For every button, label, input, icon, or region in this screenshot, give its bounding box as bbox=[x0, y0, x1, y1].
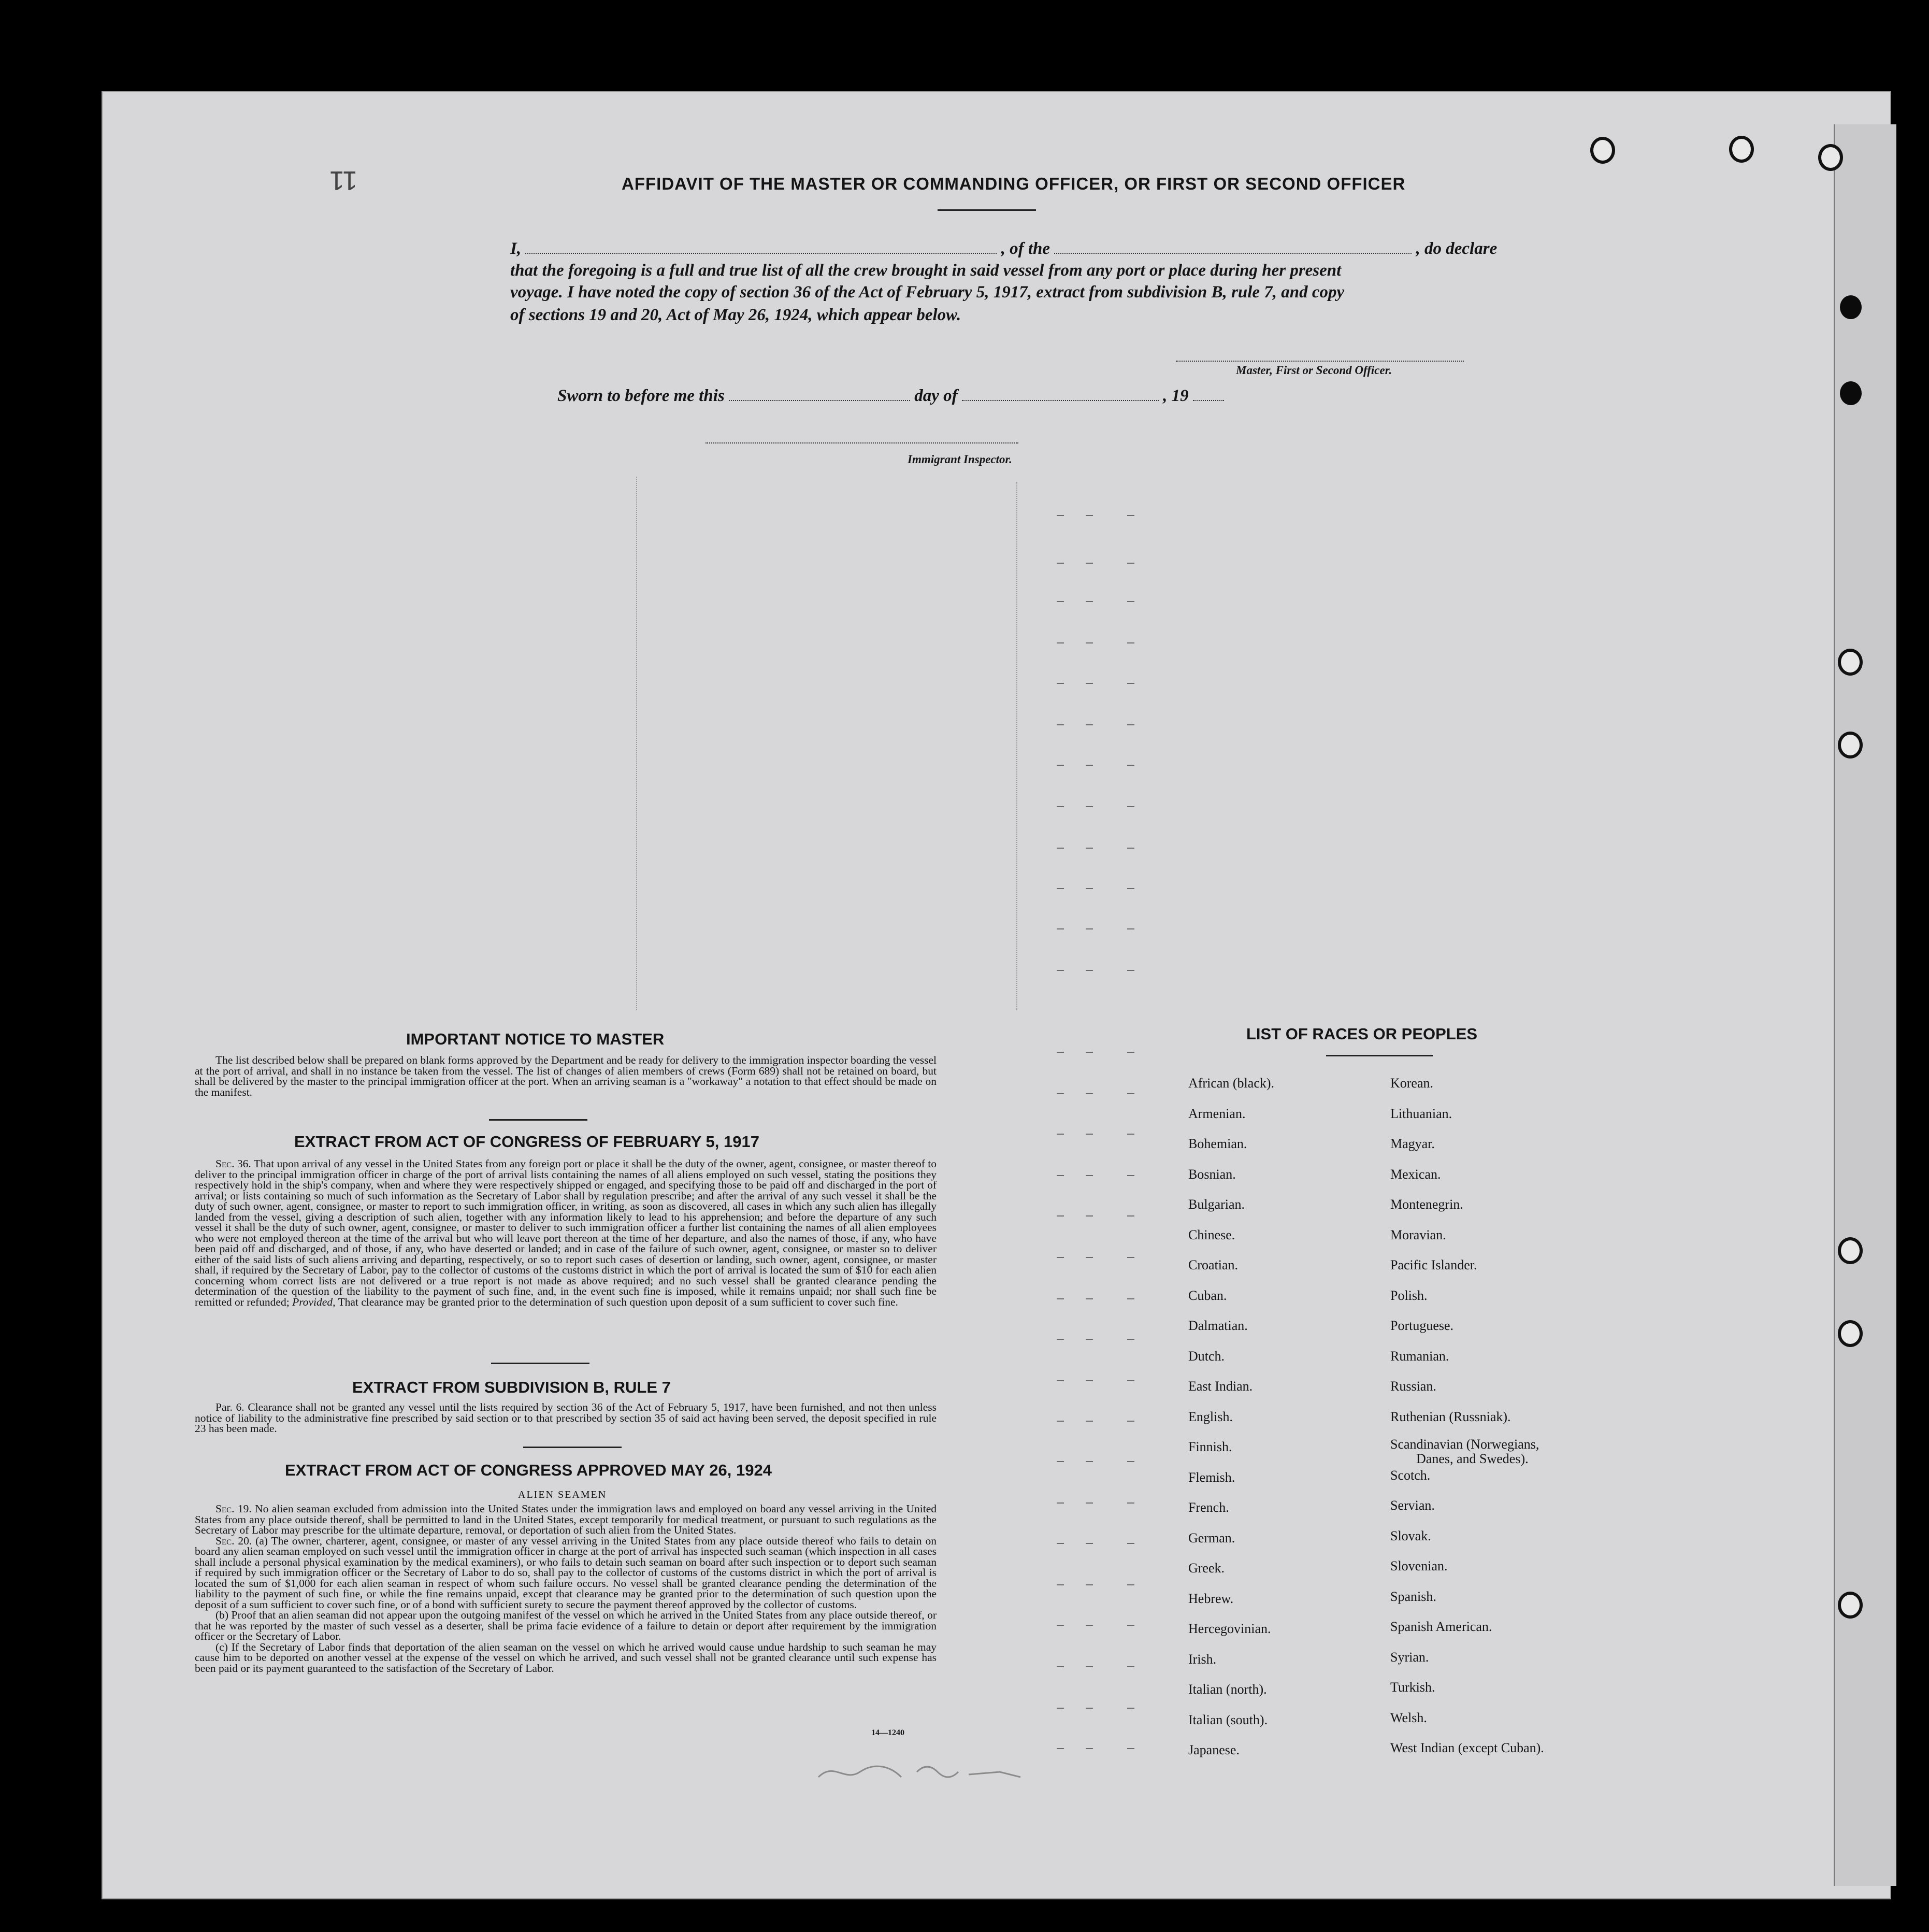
dash-mark bbox=[1127, 1093, 1134, 1094]
sec-20a-text: (a) The owner, charterer, agent, consignee, or master of any vessel arriving in the United States from any place outside thereof who fails to detain on board any alien seaman employed on such vessel until the immigration officer in charge at the port of arrival has inspected such seaman (which inspection in all cases shall include a personal physical examination by the medical examiners), or who fails to detain such seaman on board after such inspection or to deport such seaman if required by such immigration officer or the Secretary of Labor to do so, shall pay to the collector of customs of the customs district in which the port of arrival is located the sum of $1,000 for each alien seaman in respect of whom such failure occurs. No vessel shall be granted clearance pending the determination of the liability to the payment of such fine, or while the fine remains unpaid, except that clearance may be granted prior to the determination of such question upon the deposit of a sum sufficient to cover such fine, or of a bond with sufficient surety to secure the payment thereof approved by the collector of customs. bbox=[195, 1534, 937, 1611]
dash-mark bbox=[1057, 1461, 1064, 1462]
affidavit-of-the: , of the bbox=[1001, 239, 1050, 258]
form-number: 14—1240 bbox=[871, 1728, 904, 1737]
races-column-2 bbox=[1390, 1076, 1544, 1771]
dash-mark bbox=[1057, 1257, 1064, 1258]
dash-mark bbox=[1057, 1380, 1064, 1381]
section-rule bbox=[489, 1119, 587, 1121]
race-item: Croatian. bbox=[1188, 1257, 1239, 1272]
sec-20c-para: (c) If the Secretary of Labor finds that deportation of the alien seaman on the vessel on which he arrived would cause undue hardship to such seaman he may cause him to be deported on another vessel at the expense of the vessel on which he arrived, and such vessel shall not be granted clearance until such expense has been paid or its payment guaranteed to the satisfaction of the Secretary of Labor. bbox=[195, 1640, 937, 1675]
dash-mark bbox=[1127, 888, 1134, 889]
sec-19-para bbox=[195, 1504, 937, 1536]
punch-hole bbox=[1838, 649, 1863, 676]
affidavit-i: I, bbox=[510, 239, 522, 258]
dash-mark bbox=[1086, 806, 1093, 807]
dash-mark bbox=[1127, 1134, 1134, 1135]
dash-mark bbox=[1086, 1093, 1093, 1094]
dash-mark bbox=[1086, 1380, 1093, 1381]
dash-mark bbox=[1127, 563, 1134, 564]
race-item: German. bbox=[1188, 1530, 1235, 1545]
dash-mark bbox=[1127, 515, 1134, 516]
race-item: Slovak. bbox=[1390, 1528, 1431, 1543]
dash-mark bbox=[1057, 1625, 1064, 1626]
extract-rule7-title: EXTRACT FROM SUBDIVISION B, RULE 7 bbox=[352, 1378, 671, 1396]
race-item: Portuguese. bbox=[1390, 1318, 1454, 1333]
sworn-month-blank bbox=[962, 388, 1159, 401]
dash-mark bbox=[1086, 515, 1093, 516]
dash-mark bbox=[1127, 1708, 1134, 1709]
dash-mark bbox=[1057, 601, 1064, 602]
affidavit-title: AFFIDAVIT OF THE MASTER OR COMMANDING OFFICER, OR FIRST OR SECOND OFFICER bbox=[622, 174, 1406, 193]
dash-mark bbox=[1086, 1339, 1093, 1340]
race-item: English. bbox=[1188, 1409, 1233, 1424]
punch-hole bbox=[1840, 295, 1862, 319]
sec-19-label: Sec. 19. bbox=[215, 1502, 252, 1515]
dash-mark bbox=[1057, 1093, 1064, 1094]
race-item: Montenegrin. bbox=[1390, 1197, 1463, 1212]
race-item: Moravian. bbox=[1390, 1227, 1446, 1242]
race-item: Italian (north). bbox=[1188, 1682, 1267, 1697]
race-item: Pacific Islander. bbox=[1390, 1257, 1477, 1272]
dash-mark bbox=[1127, 683, 1134, 684]
race-item: Turkish. bbox=[1390, 1680, 1435, 1695]
dash-mark bbox=[1057, 848, 1064, 849]
column-divider bbox=[1016, 482, 1017, 1010]
dash-mark bbox=[1086, 642, 1093, 643]
race-item: Irish. bbox=[1188, 1651, 1217, 1667]
punch-hole bbox=[1590, 137, 1615, 164]
affidavit-line-1 bbox=[510, 239, 1497, 259]
race-item: Dutch. bbox=[1188, 1348, 1225, 1364]
section-rule bbox=[1326, 1055, 1433, 1056]
dash-mark bbox=[1086, 1215, 1093, 1217]
dash-mark bbox=[1127, 1666, 1134, 1667]
sec-20b-para: (b) Proof that an alien seaman did not appear upon the outgoing manifest of the vessel on which he arrived in the United States from any place outside thereof, or that he was reported by the master of such vessel as a deserter, shall be prima facie evidence of a failure to detain or deport after requirement by the immigration officer or the Secretary of Labor. bbox=[195, 1609, 937, 1642]
dash-mark bbox=[1127, 1748, 1134, 1749]
column-divider bbox=[636, 477, 637, 1010]
dash-mark bbox=[1057, 970, 1064, 971]
dash-mark bbox=[1057, 563, 1064, 564]
race-item: Rumanian. bbox=[1390, 1348, 1449, 1364]
dash-mark bbox=[1057, 1134, 1064, 1135]
race-item: Scandinavian (Norwegians, bbox=[1390, 1437, 1539, 1452]
dash-mark bbox=[1086, 1421, 1093, 1422]
dash-mark bbox=[1057, 1298, 1064, 1299]
race-item: Scotch. bbox=[1390, 1467, 1431, 1483]
dash-mark bbox=[1086, 1502, 1093, 1504]
dash-mark bbox=[1057, 765, 1064, 766]
dash-mark bbox=[1086, 1625, 1093, 1626]
punch-hole bbox=[1838, 732, 1863, 759]
race-item: Flemish. bbox=[1188, 1469, 1235, 1485]
notice-title: IMPORTANT NOTICE TO MASTER bbox=[406, 1030, 665, 1048]
signature-line bbox=[1176, 361, 1464, 362]
dash-mark bbox=[1057, 1421, 1064, 1422]
dash-mark bbox=[1057, 1543, 1064, 1544]
dash-mark bbox=[1057, 683, 1064, 684]
dash-mark bbox=[1086, 601, 1093, 602]
dash-mark bbox=[1057, 806, 1064, 807]
extract-1917-text bbox=[195, 1158, 937, 1307]
race-item: Syrian. bbox=[1390, 1649, 1429, 1665]
dash-mark bbox=[1057, 1666, 1064, 1667]
race-item: Magyar. bbox=[1390, 1136, 1435, 1151]
affidavit-declare: , do declare bbox=[1416, 239, 1498, 258]
dash-mark bbox=[1057, 1708, 1064, 1709]
sworn-year: , 19 bbox=[1163, 387, 1189, 405]
race-item: Hebrew. bbox=[1188, 1591, 1234, 1606]
race-item: Servian. bbox=[1390, 1498, 1435, 1513]
faint-handwriting-mark bbox=[813, 1756, 1031, 1787]
dash-mark bbox=[1057, 1339, 1064, 1340]
dash-mark bbox=[1086, 1543, 1093, 1544]
dash-mark bbox=[1086, 1461, 1093, 1462]
race-item: French. bbox=[1188, 1500, 1229, 1515]
sec-36-text-end: That clearance may be granted prior to the determination of such question upon deposit of a sum sufficient to cover such fine. bbox=[338, 1295, 898, 1308]
extract-1924-body bbox=[195, 1504, 937, 1673]
dash-mark bbox=[1057, 1502, 1064, 1504]
race-item: Japanese. bbox=[1188, 1742, 1240, 1757]
races-column-1 bbox=[1188, 1076, 1274, 1773]
race-item: Mexican. bbox=[1390, 1166, 1441, 1182]
notice-text: The list described below shall be prepared on blank forms approved by the Department and be ready for delivery to the immigration inspector boarding the vessel at the port of arrival, and shall in no instance be taken from the vessel. The list of changes of alien members of crews (Form 689) shall not be retained on board, but shall be delivered by the master to the principal immigration officer at the port. When an arriving seaman is a "workaway" a notation to that effect should be made on the manifest. bbox=[195, 1054, 937, 1098]
race-item: Finnish. bbox=[1188, 1439, 1232, 1454]
race-item: Bulgarian. bbox=[1188, 1197, 1245, 1212]
dash-mark bbox=[1127, 1215, 1134, 1217]
dash-mark bbox=[1086, 1052, 1093, 1053]
dash-mark bbox=[1086, 683, 1093, 684]
dash-mark bbox=[1086, 970, 1093, 971]
dash-mark bbox=[1057, 515, 1064, 516]
punch-hole bbox=[1838, 1237, 1863, 1264]
extract-1924-title: EXTRACT FROM ACT OF CONGRESS APPROVED MAY 26, 1924 bbox=[285, 1461, 772, 1479]
dash-mark bbox=[1127, 1461, 1134, 1462]
race-item: Italian (south). bbox=[1188, 1712, 1268, 1727]
dash-mark bbox=[1057, 1748, 1064, 1749]
race-item: East Indian. bbox=[1188, 1379, 1253, 1394]
dash-mark bbox=[1127, 1175, 1134, 1176]
race-item: Chinese. bbox=[1188, 1227, 1235, 1242]
dash-mark bbox=[1057, 1215, 1064, 1217]
extract-1917-title: EXTRACT FROM ACT OF CONGRESS OF FEBRUARY 5, 1917 bbox=[294, 1133, 759, 1151]
sec-19-text: No alien seaman excluded from admission into the United States under the immigration laws and employed on board any vessel arriving in the United States from any place outside thereof, shall be permitted to land in the United States, except temporarily for medical treatment, or pursuant to such regulations as the Secretary of Labor may prescribe for the ultimate departure, removal, or deportation of such alien from the United States. bbox=[195, 1502, 937, 1536]
race-item: Dalmatian. bbox=[1188, 1318, 1248, 1333]
dash-mark bbox=[1127, 1502, 1134, 1504]
race-item: Cuban. bbox=[1188, 1287, 1227, 1303]
sec-20a-para bbox=[195, 1536, 937, 1610]
signature-caption: Master, First or Second Officer. bbox=[1236, 364, 1392, 377]
dash-mark bbox=[1127, 1380, 1134, 1381]
dash-mark bbox=[1086, 1748, 1093, 1749]
race-item: Polish. bbox=[1390, 1287, 1428, 1303]
race-item: African (black). bbox=[1188, 1076, 1275, 1091]
race-item: Armenian. bbox=[1188, 1106, 1246, 1121]
dash-mark bbox=[1127, 1584, 1134, 1585]
race-item: Slovenian. bbox=[1390, 1558, 1448, 1573]
race-item: Hercegovinian. bbox=[1188, 1621, 1271, 1636]
dash-mark bbox=[1086, 848, 1093, 849]
dash-mark bbox=[1086, 563, 1093, 564]
dash-mark bbox=[1086, 724, 1093, 725]
race-item-wrapped bbox=[1390, 1437, 1544, 1468]
sworn-year-blank bbox=[1193, 388, 1224, 401]
dash-mark bbox=[1086, 1584, 1093, 1585]
dash-mark bbox=[1086, 1666, 1093, 1667]
dash-mark bbox=[1127, 1339, 1134, 1340]
dash-mark bbox=[1127, 642, 1134, 643]
affidavit-line-3: voyage. I have noted the copy of section 36 of the Act of February 5, 1917, extract from subdivision B, rule 7, and copy bbox=[510, 283, 1345, 302]
affidavit-line-4: of sections 19 and 20, Act of May 26, 1924, which appear below. bbox=[510, 306, 961, 324]
dash-mark bbox=[1057, 888, 1064, 889]
punch-hole bbox=[1838, 1592, 1863, 1619]
dash-mark bbox=[1057, 1584, 1064, 1585]
dash-mark bbox=[1127, 970, 1134, 971]
page-number-stamp: 11 bbox=[329, 165, 357, 195]
race-item: Russian. bbox=[1390, 1379, 1436, 1394]
dash-mark bbox=[1127, 1625, 1134, 1626]
dash-mark bbox=[1086, 765, 1093, 766]
vessel-blank bbox=[1054, 240, 1412, 254]
sworn-day-blank bbox=[729, 388, 910, 401]
dash-mark bbox=[1086, 888, 1093, 889]
race-item-continued: Danes, and Swedes). bbox=[1416, 1451, 1529, 1466]
dash-mark bbox=[1057, 724, 1064, 725]
dash-mark bbox=[1086, 1298, 1093, 1299]
sec-36-label: Sec. 36. bbox=[215, 1157, 251, 1170]
section-rule bbox=[491, 1363, 589, 1364]
dash-mark bbox=[1127, 848, 1134, 849]
dash-mark bbox=[1127, 724, 1134, 725]
dash-mark bbox=[1127, 928, 1134, 929]
dash-mark bbox=[1127, 1052, 1134, 1053]
dash-mark bbox=[1057, 1175, 1064, 1176]
section-rule bbox=[523, 1447, 622, 1448]
extract-rule7-text: Par. 6. Clearance shall not be granted any vessel until the lists required by section 36 of the Act of February 5, 1917, have been furnished, and not then unless notice of liability to the administrative fine prescribed by said section or to that prescribed by section 35 of said act having been served, the deposit specified in rule 23 has been made. bbox=[195, 1401, 937, 1435]
race-item: Spanish. bbox=[1390, 1588, 1436, 1604]
dash-mark bbox=[1057, 642, 1064, 643]
race-item: Bohemian. bbox=[1188, 1136, 1247, 1151]
dash-mark bbox=[1127, 1543, 1134, 1544]
sec-20-label: Sec. 20. bbox=[215, 1534, 252, 1547]
race-item: Korean. bbox=[1390, 1076, 1434, 1091]
race-item: Welsh. bbox=[1390, 1710, 1427, 1725]
punch-hole bbox=[1818, 144, 1843, 171]
race-item: Bosnian. bbox=[1188, 1166, 1236, 1182]
dash-mark bbox=[1086, 1134, 1093, 1135]
races-title: LIST OF RACES OR PEOPLES bbox=[1246, 1025, 1478, 1043]
race-item: Spanish American. bbox=[1390, 1619, 1492, 1634]
punch-hole bbox=[1840, 381, 1862, 405]
provided-word: Provided, bbox=[292, 1295, 336, 1308]
dash-mark bbox=[1057, 928, 1064, 929]
dash-mark bbox=[1086, 1257, 1093, 1258]
dash-mark bbox=[1127, 765, 1134, 766]
dash-mark bbox=[1127, 1257, 1134, 1258]
alien-seamen-subtitle: ALIEN SEAMEN bbox=[518, 1489, 607, 1500]
inspector-line bbox=[706, 442, 1018, 443]
race-item: Greek. bbox=[1188, 1561, 1225, 1576]
dash-mark bbox=[1057, 1052, 1064, 1053]
race-item: Ruthenian (Russniak). bbox=[1390, 1409, 1511, 1424]
name-blank bbox=[525, 240, 997, 254]
dash-mark bbox=[1127, 1421, 1134, 1422]
race-item: Lithuanian. bbox=[1390, 1106, 1452, 1121]
affidavit-line-2: that the foregoing is a full and true list of all the crew brought in said vessel from any port or place during her present bbox=[510, 261, 1342, 280]
sworn-prefix: Sworn to before me this bbox=[557, 387, 725, 405]
dash-mark bbox=[1086, 1708, 1093, 1709]
dash-mark bbox=[1086, 928, 1093, 929]
sworn-day-of: day of bbox=[914, 387, 958, 405]
dash-mark bbox=[1127, 806, 1134, 807]
punch-hole bbox=[1838, 1320, 1863, 1347]
dash-mark bbox=[1086, 1175, 1093, 1176]
title-rule bbox=[938, 209, 1036, 211]
race-item: West Indian (except Cuban). bbox=[1390, 1740, 1544, 1755]
punch-hole bbox=[1729, 136, 1754, 163]
dash-mark bbox=[1127, 601, 1134, 602]
sec-36-text: That upon arrival of any vessel in the United States from any foreign port or place it shall be the duty of the owner, agent, consignee, or master thereof to deliver to the principal immigration officer in charge of the port of arrival lists containing the names of all aliens employed on such vessel, stating the positions they respectively hold in the ship's company, when and where they were respectively shipped or engaged, and specifying those to be paid off and discharged in the port of arrival; or lists containing so much of such information as the Secretary of Labor shall by regulation prescribe; and after the arrival of any such vessel it shall be the duty of such owner, agent, consignee, or master to report to such immigration officer, in writing, as soon as discovered, all cases in which any such alien has illegally landed from the vessel, giving a description of such alien, together with any information likely to lead to his apprehension; and before the departure of any such vessel it shall be the duty of such owner, agent, consignee, or master to deliver to such immigration officer a further list containing the names of all alien employees who were not employed thereon at the time of the arrival but who will leave port thereon at the time of her departure, and also the names of those, if any, who have been paid off and discharged, and of those, if any, who have deserted or landed; and in case of the failure of such owner, agent, consignee, or master so to deliver either of the said lists of such aliens arriving and departing, respectively, or so to report such cases of desertion or landing, such owner, agent, consignee, or master shall, if required by the Secretary of Labor, pay to the collector of customs of the customs district in which the port of arrival is located the sum of $10 for each alien concerning whom correct lists are not delivered or a true report is not made as above required; and no such vessel shall be granted clearance pending the determination of the question of the liability to the payment of such fine, and, in the event such fine is imposed, while it remains unpaid; nor shall such fine be remitted or refunded; bbox=[195, 1157, 937, 1308]
sworn-line bbox=[557, 387, 1224, 406]
dash-mark bbox=[1127, 1298, 1134, 1299]
inspector-caption: Immigrant Inspector. bbox=[908, 453, 1012, 466]
